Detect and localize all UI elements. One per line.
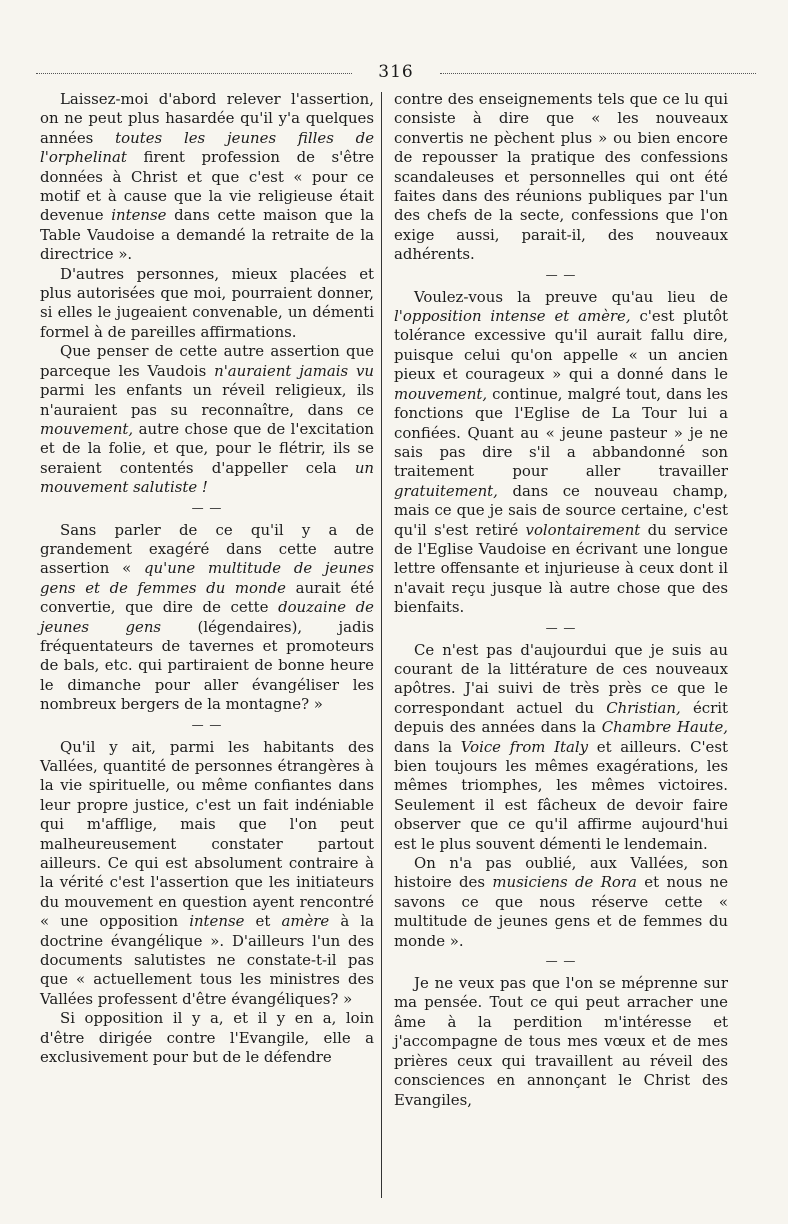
italic-text: douzaine de jeunes gens: [40, 598, 374, 636]
page-number: 316: [378, 62, 414, 82]
text: à la doctrine évangélique ». D'ailleurs l'un des documents salutistes ne constate-t-il pas que « actuellement tous les ministres des Vallées professent d'être évangéliques? »: [40, 912, 375, 1008]
italic-text: mouvement,: [394, 384, 488, 403]
text: Ce n'est pas d'aujourdui que je suis au courant de la littérature de ces nouveaux apôtres. J'ai suivi de très près ce que le correspondant actuel du: [394, 640, 728, 717]
paragraph: [40, 342, 374, 497]
section-separator: — —: [545, 620, 577, 635]
italic-text: volontairement: [525, 520, 641, 539]
text: Voulez-vous la preuve qu'au lieu de: [414, 287, 728, 306]
italic-text: musiciens de Rora: [492, 873, 637, 892]
paragraph: [40, 738, 374, 1010]
italic-text: toutes les jeunes filles de l'orphelinat: [40, 128, 375, 167]
text: c'est plutôt tolérance excessive qu'il aurait fallu dire, puisque celui qu'on appelle « un ancien pieux et courageux » qui a donné dans le: [394, 307, 728, 384]
left-column: [40, 90, 374, 1068]
text: aurait été convertie, que dire de cette: [40, 578, 375, 617]
italic-text: intense: [189, 912, 245, 931]
italic-text: un mouvement salutiste !: [40, 458, 374, 497]
text: et nous ne savons ce que nous réserve cette « multitude de jeunes gens et de femmes du monde ».: [394, 873, 729, 950]
text: et: [255, 912, 271, 931]
section-separator: — —: [191, 500, 223, 515]
section-separator: — —: [545, 267, 577, 282]
text: écrit depuis des années dans la: [394, 698, 728, 737]
text: et ailleurs. C'est bien toujours les mêmes exagérations, les mêmes triomphes, les mêmes victoires. Seulement il est fâcheux de devoir faire observer que ce qu'il affirme aujourd'hui est le plus souvent démenti le lendemain.: [394, 737, 728, 853]
text: (légendaires), jadis fréquentateurs de tavernes et promoteurs de bals, etc. qui partiraient de bonne heure le dimanche pour aller évangéliser les nombreux bergers de la montagne? »: [40, 617, 374, 714]
text: Qu'il y ait, parmi les habitants des Vallées, quantité de personnes étrangères à la vie spirituelle, ou même confiantes dans leur propre justice, c'est un fait indéniable qui m'afflige, mais que l'on peut malheureusement constater partout ailleurs. Ce qui est absolument contraire à la vérité c'est l'assertion que les initiateurs du mouvement en question ayent rencontré « une opposition: [40, 737, 374, 931]
paragraph: contre des enseignements tels que ce lu qui consiste à dire que « les nouveaux convertis ne pèchent plus » ou bien encore de repousser la pratique des confessions scandaleuses et personnelles qui ont été faites dans des réunions publiques par l'un des chefs de la secte, confessions que l'on exige aussi, parait-il, des nouveaux adhérents.: [394, 90, 728, 264]
header-rule-right: [440, 73, 756, 74]
text: dans ce nouveau champ, mais ce que je sais de source certaine, c'est qu'il s'est retiré: [394, 481, 729, 539]
text: Laissez-moi d'abord relever l'assertion, on ne peut plus hasardée qu'il y'a quelques années: [40, 90, 374, 147]
paragraph: [394, 288, 728, 618]
italic-text: l'opposition intense et amère,: [394, 307, 631, 326]
paragraph: D'autres personnes, mieux placées et plus autorisées que moi, pourraient donner, si elles le jugeaient convenable, un démenti formel à de pareilles affirmations.: [40, 264, 374, 341]
column-divider: [381, 92, 382, 1198]
section-separator: — —: [545, 954, 577, 969]
text: continue, malgré tout, dans les fonctions que l'Eglise de La Tour lui a confiées. Quant au « jeune pasteur » je ne sais pas dire s'il a abbandonné son traitement pour aller travailler: [394, 384, 728, 481]
section-separator: — —: [191, 717, 223, 732]
text: autre chose que de l'excitation et de la folie, et que, pour le flétrir, ils se seraient contentés d'appeller cela: [40, 419, 375, 477]
text: Sans parler de ce qu'il y a de grandement exagéré dans cette autre assertion «: [40, 520, 374, 578]
text: Que penser de cette autre assertion que parceque les Vaudois: [40, 342, 374, 380]
italic-text: Voice from Italy: [460, 737, 589, 756]
italic-text: Chambre Haute,: [601, 718, 728, 737]
paragraph: [40, 521, 374, 715]
italic-text: qu'une multitude de jeunes gens et de femmes du monde: [40, 559, 374, 597]
text: dans cette maison que la Table Vaudoise a demandé la retraite de la directrice ».: [40, 206, 374, 264]
paragraph: [394, 641, 728, 854]
italic-text: intense: [111, 206, 167, 225]
italic-text: mouvement,: [40, 419, 134, 438]
page-header: [36, 62, 756, 84]
paragraph: Si opposition il y a, et il y en a, loin d'être dirigée contre l'Evangile, elle a exclusivement pour but de le défendre: [40, 1009, 374, 1067]
paragraph: [40, 90, 374, 265]
paragraph: [394, 854, 728, 951]
header-rule-left: [36, 73, 352, 74]
italic-text: gratuitement,: [394, 481, 498, 500]
italic-text: n'auraient jamais vu: [214, 361, 374, 380]
paragraph: Je ne veux pas que l'on se méprenne sur ma pensée. Tout ce qui peut arracher une âme à la perdition m'intéresse et j'accompagne de tous mes vœux et de mes prières ceux qui travaillent au réveil des consciences en annonçant le Christ des Evangiles,: [394, 974, 728, 1109]
text: parmi les enfants un réveil religieux, ils n'auraient pas su reconnaître, dans ce: [40, 381, 374, 419]
text: du service de l'Eglise Vaudoise en écrivant une longue lettre offensante et injurieuse à ceux dont il n'avait reçu jusque là autre chose que des bienfaits.: [394, 520, 728, 617]
text: On n'a pas oublié, aux Vallées, son histoire des: [394, 854, 728, 892]
italic-text: Christian,: [606, 698, 681, 717]
right-column: [394, 90, 728, 1110]
text: firent profession de s'être données à Christ et que c'est « pour ce motif et à cause que la vie religieuse était devenue: [40, 148, 375, 225]
text: dans la: [394, 737, 452, 756]
italic-text: amère: [281, 912, 330, 931]
